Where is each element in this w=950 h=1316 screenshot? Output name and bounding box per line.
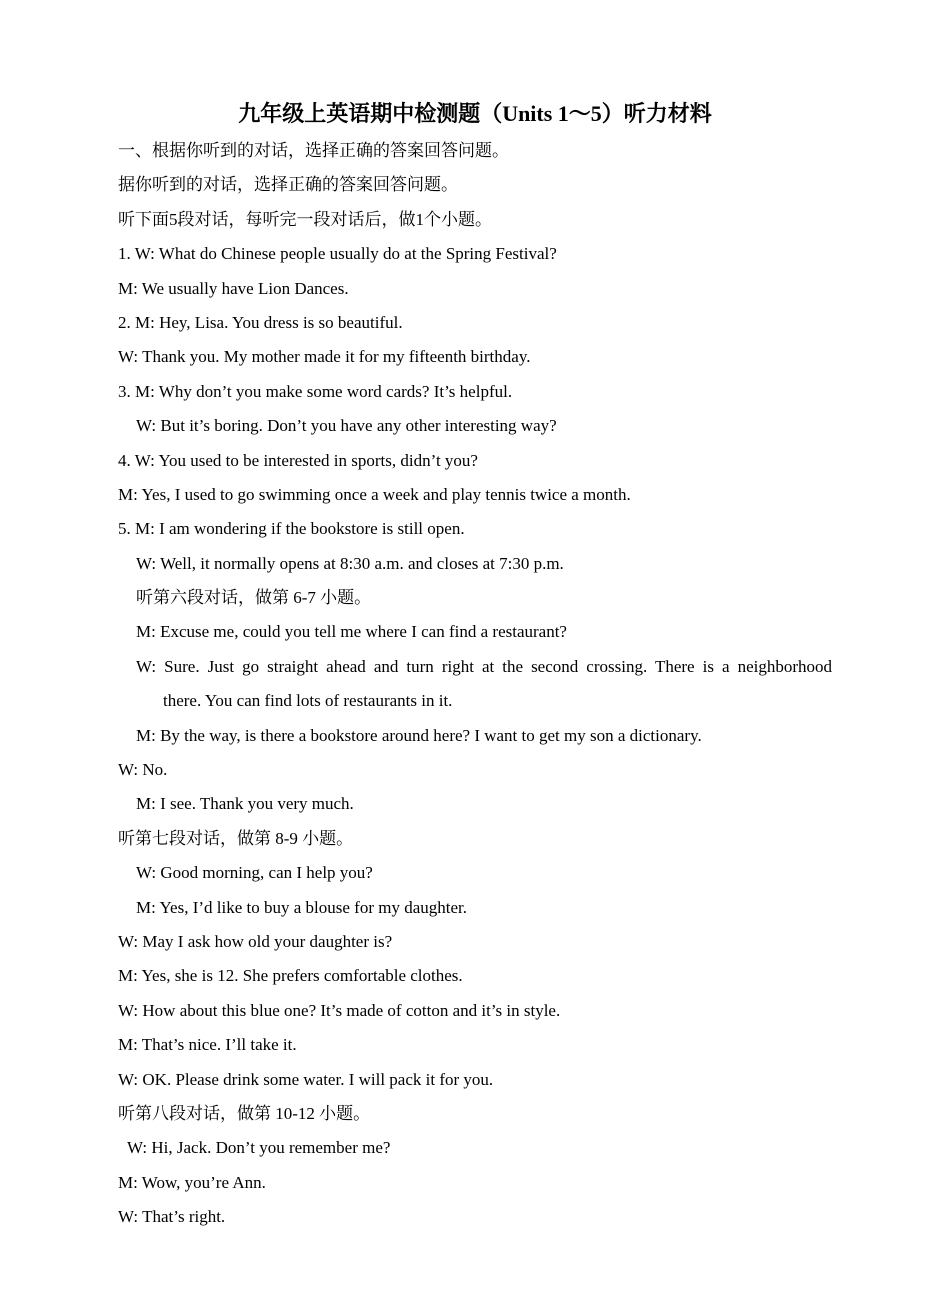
- dialogue-line: 1. W: What do Chinese people usually do at the Spring Festival?: [118, 244, 557, 264]
- dialogue-line: M: By the way, is there a bookstore around here? I want to get my son a dictionary.: [136, 725, 702, 745]
- dialogue-line: M: I see. Thank you very much.: [136, 794, 354, 814]
- dialogue-line: M: That’s nice. I’ll take it.: [118, 1035, 297, 1055]
- dialogue-line: W: Good morning, can I help you?: [136, 863, 373, 883]
- dialogue-line: W: OK. Please drink some water. I will pack it for you.: [118, 1069, 494, 1089]
- section-heading: 听第七段对话，做第 8-9 小题。: [118, 828, 354, 848]
- section-heading: 一、根据你听到的对话，选择正确的答案回答问题。: [118, 141, 509, 160]
- dialogue-line: 3. M: Why don’t you make some word cards? It’s helpful.: [118, 381, 513, 401]
- dialogue-line: W: Well, it normally opens at 8:30 a.m. and closes at 7:30 p.m.: [136, 553, 564, 573]
- dialogue-line: W: Hi, Jack. Don’t you remember me?: [127, 1138, 391, 1158]
- dialogue-line: M: We usually have Lion Dances.: [118, 278, 349, 298]
- dialogue-line: W: But it’s boring. Don’t you have any other interesting way?: [136, 416, 557, 436]
- section-heading: 听第六段对话，做第 6-7 小题。: [136, 588, 372, 608]
- dialogue-line: W: May I ask how old your daughter is?: [118, 931, 393, 951]
- section-heading: 听第八段对话，做第 10-12 小题。: [118, 1103, 371, 1123]
- dialogue-line: 4. W: You used to be interested in sports, didn’t you?: [118, 450, 478, 470]
- instruction-line: 听下面5段对话，每听完一段对话后，做1个小题。: [118, 209, 492, 229]
- dialogue-line: W: Thank you. My mother made it for my fifteenth birthday.: [118, 347, 531, 367]
- dialogue-line: W: That’s right.: [118, 1207, 226, 1227]
- dialogue-line: M: Yes, I used to go swimming once a week and play tennis twice a month.: [118, 484, 631, 504]
- dialogue-line: W: How about this blue one? It’s made of cotton and it’s in style.: [118, 1000, 561, 1020]
- dialogue-line: 5. M: I am wondering if the bookstore is still open.: [118, 519, 465, 539]
- dialogue-line: there. You can find lots of restaurants in it.: [163, 691, 453, 711]
- dialogue-line: M: Wow, you’re Ann.: [118, 1172, 266, 1192]
- dialogue-line: W: Sure. Just go straight ahead and turn right at the second crossing. There is a neighborhood: [136, 656, 832, 676]
- instruction-line: 据你听到的对话，选择正确的答案回答问题。: [118, 175, 458, 195]
- dialogue-line: W: No.: [118, 760, 168, 780]
- dialogue-line: M: Yes, I’d like to buy a blouse for my daughter.: [136, 897, 467, 917]
- transcript-body: [118, 134, 832, 1235]
- dialogue-line: M: Yes, she is 12. She prefers comfortable clothes.: [118, 966, 463, 986]
- dialogue-line: 2. M: Hey, Lisa. You dress is so beautiful.: [118, 312, 403, 332]
- dialogue-line: M: Excuse me, could you tell me where I can find a restaurant?: [136, 622, 567, 642]
- document-title: 九年级上英语期中检测题（Units 1～5）听力材料: [238, 101, 712, 126]
